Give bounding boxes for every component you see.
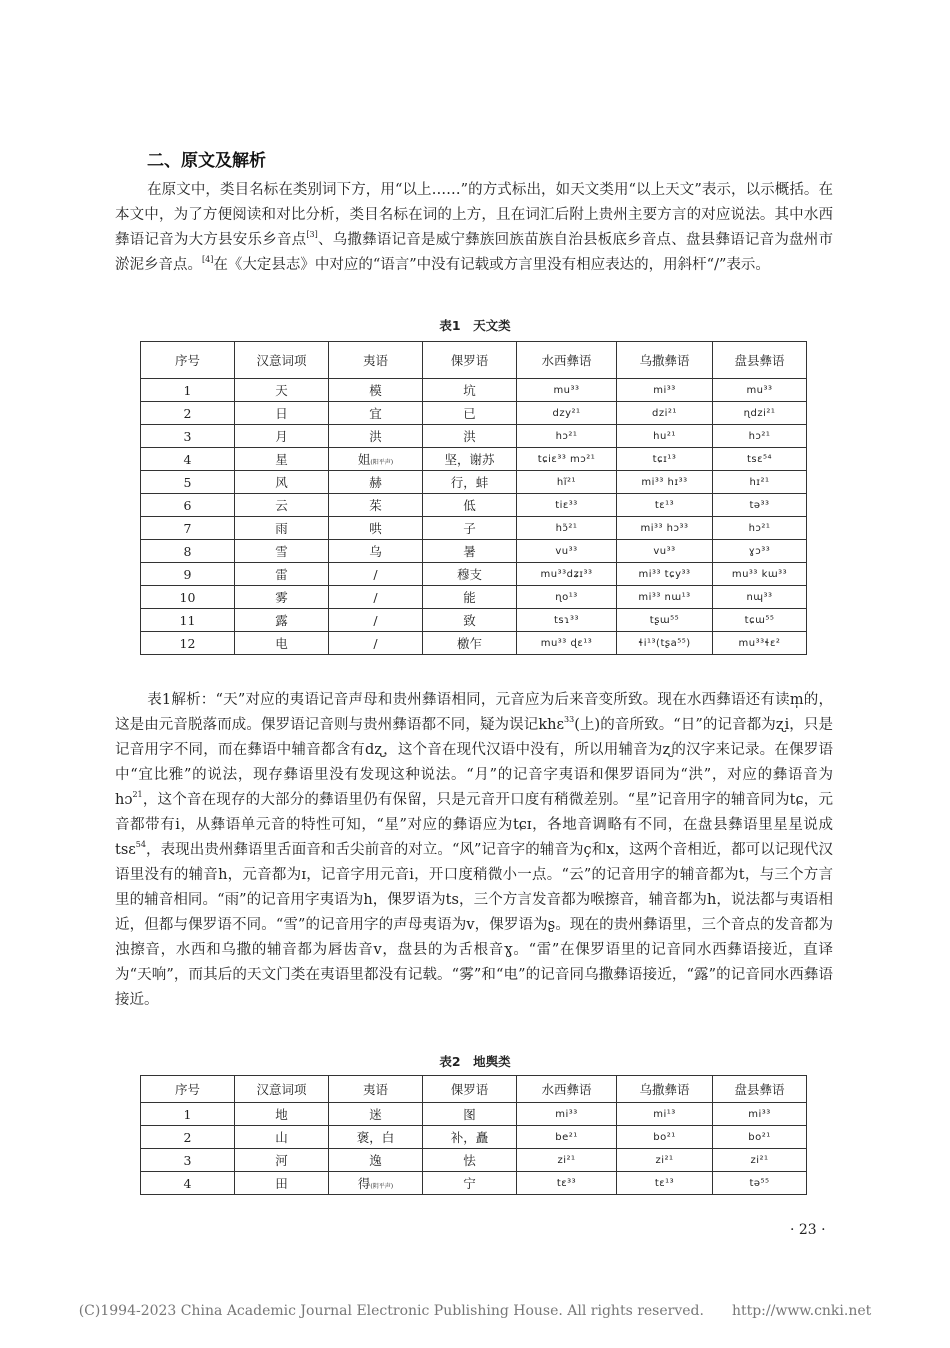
table2-geography [140,1075,807,1195]
para1-text-c: 在《大定县志》中对应的“语言”中没有记载或方言里没有相应表达的，用斜杆“/”表示。 [213,257,770,273]
cell-meaning: 风 [235,471,329,494]
table1-astronomy [140,341,807,655]
table-header-row [141,342,807,379]
col-header-shuixi: 水西彝语 [517,342,617,379]
cell-luoluo: 宁 [423,1172,517,1195]
reference-3-link[interactable]: [3] [306,230,318,239]
para2-sup-c: 54 [135,840,146,849]
para2-sup-a: 33 [564,715,575,724]
table-row [141,471,807,494]
cell-index: 11 [141,609,235,632]
cell-shuixi: hĩ²¹ [517,471,617,494]
cell-shuixi: tɕiɛ³³ mɔ²¹ [517,448,617,471]
cell-luoluo: 子 [423,517,517,540]
cell-index: 1 [141,1103,235,1126]
table-row [141,517,807,540]
cell-yi: / [329,563,423,586]
cell-meaning: 星 [235,448,329,471]
col-header-chinese-meaning: 汉意词项 [235,342,329,379]
cell-yi: 褒，白 [329,1126,423,1149]
cell-yi: / [329,586,423,609]
cell-shuixi: hɔ²¹ [517,425,617,448]
cell-luoluo: 图 [423,1103,517,1126]
cell-wusa: dzi²¹ [617,402,713,425]
para1-text-b: 、乌撒彝语记音是威宁彝族回族苗族自治县板底乡音点、盘县彝语记音为盘州市淤泥乡音点。 [115,232,834,273]
cell-luoluo: 暑 [423,540,517,563]
col-header-panxian: 盘县彝语 [713,342,807,379]
cell-wusa: mi³³ [617,379,713,402]
cell-luoluo: 行，蚌 [423,471,517,494]
cell-wusa: mi¹³ [617,1103,713,1126]
cell-wusa: mi³³ hɪ³³ [617,471,713,494]
table1-caption: 表1 天文类 [439,318,511,333]
cell-shuixi: vu³³ [517,540,617,563]
cell-index: 10 [141,586,235,609]
cell-panxian: tə³³ [713,494,807,517]
cell-yi: 迷 [329,1103,423,1126]
cell-yi [329,448,423,471]
table-row [141,563,807,586]
cell-index: 5 [141,471,235,494]
cell-panxian: hɪ²¹ [713,471,807,494]
cell-luoluo: 能 [423,586,517,609]
table-row [141,1172,807,1195]
cell-shuixi: be²¹ [517,1126,617,1149]
table-row [141,632,807,655]
table-header-row [141,1076,807,1103]
col-header-wusa: 乌撒彝语 [617,342,713,379]
page-number: · 23 · [790,1222,826,1238]
cell-index: 1 [141,379,235,402]
tone-note: (阴平声) [370,1183,394,1190]
cell-panxian: mu³³ kɯ³³ [713,563,807,586]
table-row [141,494,807,517]
cell-meaning: 天 [235,379,329,402]
cell-yi: 逸 [329,1149,423,1172]
intro-paragraph [115,178,833,278]
cell-luoluo: 低 [423,494,517,517]
para2-sup-b: 21 [132,790,143,799]
col-header-yi-term: 夷语 [329,1076,423,1103]
cell-luoluo: 致 [423,609,517,632]
cell-index: 9 [141,563,235,586]
cell-luoluo: 洪 [423,425,517,448]
cell-panxian: nɰ³³ [713,586,807,609]
table2-caption: 表2 地舆类 [439,1054,511,1069]
cell-meaning: 雨 [235,517,329,540]
cell-index: 4 [141,1172,235,1195]
cell-index: 2 [141,1126,235,1149]
col-header-index: 序号 [141,1076,235,1103]
cell-meaning: 日 [235,402,329,425]
col-header-index: 序号 [141,342,235,379]
table-row [141,425,807,448]
cell-panxian: ɣɔ³³ [713,540,807,563]
cell-shuixi: tɛ³³ [517,1172,617,1195]
col-header-luoluo-term: 倮罗语 [423,1076,517,1103]
cell-wusa: tɛ¹³ [617,494,713,517]
cell-panxian: zi²¹ [713,1149,807,1172]
table-row [141,1126,807,1149]
cell-meaning: 山 [235,1126,329,1149]
cell-yi: 赫 [329,471,423,494]
cell-wusa: bo²¹ [617,1126,713,1149]
para2-text-d: ，表现出贵州彝语里舌面音和舌尖前音的对立。“风”记音字的辅音为ç和x，这两个音相近，都可以记现代汉语里没有的辅音h，元音都为ɪ，记音字用元音i，开口度稍微小一点。“云”的记音用字的辅音都为t，与三个方言里的辅音相同。“雨”的记音用字夷语为h，倮罗语为ts，三个方言发音都为喉擦音，辅音都为h，说法都与夷语相近，但都与倮罗语不同。“雪”的记音用字的声母夷语为v，倮罗语为ʂ。现在的贵州彝语里，三个音点的发音都为浊擦音，水西和乌撒的辅音都为唇齿音v，盘县的为舌根音ɣ。“雷”在倮罗语里的记音同水西彝语接近，直译为“天响”，而其后的天文门类在夷语里都没有记载。“雾”和“电”的记音同乌撒彝语接近，“露”的记音同水西彝语接近。 [115,842,833,1008]
cell-wusa: mi³³ nɯ¹³ [617,586,713,609]
cell-yi: 哄 [329,517,423,540]
col-header-wusa: 乌撒彝语 [617,1076,713,1103]
table-row [141,609,807,632]
copyright-footer: (C)1994-2023 China Academic Journal Electronic Publishing House. All rights reserved. http://www.cnki.net [78,1303,872,1319]
cell-shuixi: mu³³ [517,379,617,402]
cell-panxian: tə⁵⁵ [713,1172,807,1195]
cell-meaning: 雷 [235,563,329,586]
col-header-luoluo-term: 倮罗语 [423,342,517,379]
cell-panxian: mi³³ [713,1103,807,1126]
cell-wusa: tʂɯ⁵⁵ [617,609,713,632]
cell-yi: 模 [329,379,423,402]
cell-shuixi: tsɿ³³ [517,609,617,632]
cell-wusa: vu³³ [617,540,713,563]
cell-yi: / [329,632,423,655]
cell-yi: / [329,609,423,632]
cell-yi: 宜 [329,402,423,425]
cell-meaning: 月 [235,425,329,448]
cell-meaning: 田 [235,1172,329,1195]
cell-index: 3 [141,425,235,448]
cell-wusa: ɬi¹³(tʂa⁵⁵) [617,632,713,655]
cell-panxian: hɔ²¹ [713,517,807,540]
cell-yi: 乌 [329,540,423,563]
cell-meaning: 雪 [235,540,329,563]
cell-index: 2 [141,402,235,425]
table-row [141,586,807,609]
reference-4-link[interactable]: [4] [202,255,214,264]
table-row [141,402,807,425]
cell-wusa: hu²¹ [617,425,713,448]
cell-yi: 洪 [329,425,423,448]
cell-panxian: mu³³ [713,379,807,402]
col-header-panxian: 盘县彝语 [713,1076,807,1103]
para2-text-a: 表1解析：“天”对应的夷语记音声母和贵州彝语相同，元音应为后来音变所致。现在水西彝语还有读m̩的，这是由元音脱落而成。倮罗语记音则与贵州彝语都不同，疑为误记khɛ [115,692,833,733]
cell-luoluo: 坚，谢苏 [423,448,517,471]
cell-yi [329,1172,423,1195]
cell-panxian: hɔ²¹ [713,425,807,448]
cell-luoluo: 怯 [423,1149,517,1172]
cell-index: 7 [141,517,235,540]
cell-meaning: 地 [235,1103,329,1126]
cell-index: 3 [141,1149,235,1172]
para2-text-b: (上)的音所致。“日”的记音都为ʐi，只是记音用字不同，而在彝语中辅音都含有dʐ，这个音在现代汉语中没有，所以用辅音为ʐ的汉字来记录。在倮罗语中“宜比雅”的说法，现存彝语里没有发现这种说法。“月”的记音字夷语和倮罗语同为“洪”，对应的彝语音为hɔ [115,717,833,808]
table-row [141,1149,807,1172]
para2-text-c: ，这个音在现存的大部分的彝语里仍有保留，只是元音开口度有稍微差别。“星”记音用字的辅音同为tɕ，元音都带有i，从彝语单元音的特性可知，“星”对应的彝语应为tɕɪ，各地音调略有不同，在盘县彝语里星星说成tsɛ [115,792,833,858]
table-row [141,379,807,402]
cell-luoluo: 已 [423,402,517,425]
cell-shuixi: zi²¹ [517,1149,617,1172]
cell-meaning: 云 [235,494,329,517]
cell-luoluo: 檄乍 [423,632,517,655]
cell-luoluo: 坑 [423,379,517,402]
cell-meaning: 雾 [235,586,329,609]
cell-shuixi: mi³³ [517,1103,617,1126]
cell-wusa: mi³³ hɔ³³ [617,517,713,540]
cell-panxian: tɕɯ⁵⁵ [713,609,807,632]
cell-yi: 茱 [329,494,423,517]
table-row [141,1103,807,1126]
table-row [141,448,807,471]
cell-wusa: zi²¹ [617,1149,713,1172]
cell-panxian: ɳdzi²¹ [713,402,807,425]
cell-meaning: 露 [235,609,329,632]
cell-shuixi: dzy²¹ [517,402,617,425]
cell-yi-term: 得 [357,1176,371,1191]
cell-wusa: tɕɪ¹³ [617,448,713,471]
cell-meaning: 河 [235,1149,329,1172]
cell-panxian: bo²¹ [713,1126,807,1149]
cell-shuixi: mu³³ ɖɛ¹³ [517,632,617,655]
cell-shuixi: ɳo¹³ [517,586,617,609]
cell-shuixi: tiɛ³³ [517,494,617,517]
section-title: 二、原文及解析 [147,151,266,171]
para1-text-a: 在原文中，类目名标在类别词下方，用“以上……”的方式标出，如天文类用“以上天文”表示，以示概括。在本文中，为了方便阅读和对比分析，类目名标在词的上方，且在词汇后附上贵州主要方言的对应说法。其中水西彝语记音为大方县安乐乡音点 [115,182,833,248]
tone-note: (阳平声) [370,459,394,466]
table-row [141,540,807,563]
cell-panxian: mu³³ɬɛ² [713,632,807,655]
cell-panxian: tsɛ⁵⁴ [713,448,807,471]
cell-shuixi: hɔ̃²¹ [517,517,617,540]
col-header-yi-term: 夷语 [329,342,423,379]
cell-luoluo: 穆支 [423,563,517,586]
cell-index: 6 [141,494,235,517]
cell-luoluo: 补，矗 [423,1126,517,1149]
cell-index: 4 [141,448,235,471]
table1-analysis-paragraph [115,688,833,1013]
cell-index: 8 [141,540,235,563]
cell-yi-term: 姐 [357,452,371,467]
col-header-chinese-meaning: 汉意词项 [235,1076,329,1103]
col-header-shuixi: 水西彝语 [517,1076,617,1103]
cell-shuixi: mu³³dʑɪ³³ [517,563,617,586]
cell-index: 12 [141,632,235,655]
cell-wusa: tɛ¹³ [617,1172,713,1195]
cell-meaning: 电 [235,632,329,655]
cell-wusa: mi³³ tɕy³³ [617,563,713,586]
